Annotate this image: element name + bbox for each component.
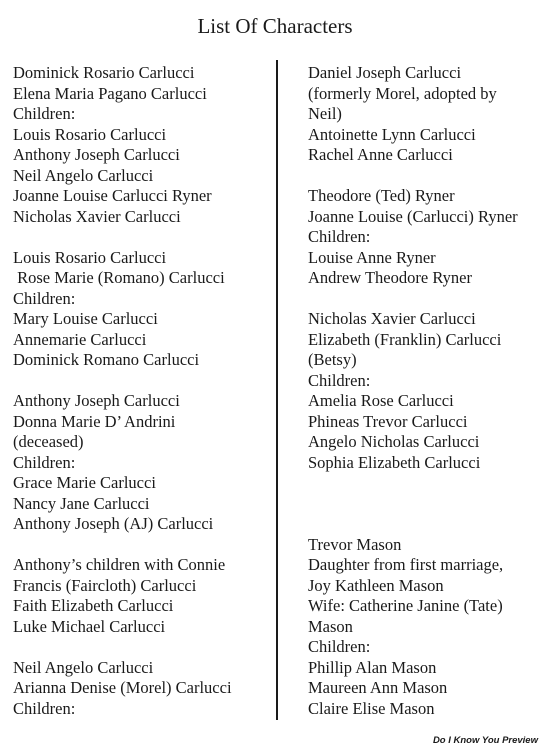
character-line: Louis Rosario Carlucci <box>13 124 167 144</box>
family-block <box>308 309 544 473</box>
character-note: (Betsy) <box>308 350 357 369</box>
character-line: Donna Marie D’ Andrini <box>13 411 176 431</box>
children-heading: Children: <box>308 227 371 246</box>
character-line: Antoinette Lynn Carlucci <box>308 124 476 144</box>
character-line: Maureen Ann Mason <box>308 678 448 697</box>
character-line: Anthony Joseph Carlucci <box>13 145 180 164</box>
character-note: Neil) <box>308 104 342 123</box>
character-note: Daughter from first marriage, <box>308 555 504 574</box>
children-heading: Children: <box>13 452 76 472</box>
character-line: Nancy Jane Carlucci <box>13 493 150 513</box>
children-heading: Children: <box>308 370 371 390</box>
children-heading: Children: <box>13 288 76 308</box>
character-line: Arianna Denise (Morel) Carlucci <box>13 678 232 697</box>
character-line: Theodore (Ted) Ryner <box>308 186 455 205</box>
character-note: (formerly Morel, adopted by <box>308 83 497 103</box>
character-line: Wife: Catherine Janine (Tate) <box>308 596 503 615</box>
character-line: Anthony’s children with Connie <box>13 555 226 574</box>
family-block <box>308 63 544 166</box>
character-line: Nicholas Xavier Carlucci <box>308 309 476 328</box>
character-line: Amelia Rose Carlucci <box>308 391 454 410</box>
character-line: Daniel Joseph Carlucci <box>308 63 462 82</box>
watermark: Do I Know You Preview <box>432 735 538 746</box>
children-heading: Children: <box>13 104 76 123</box>
character-line: Joy Kathleen Mason <box>308 575 444 595</box>
character-line: Neil Angelo Carlucci <box>13 165 154 185</box>
character-line: Dominick Romano Carlucci <box>13 350 200 369</box>
character-line: Joanne Louise Carlucci Ryner <box>13 186 212 205</box>
character-note: (deceased) <box>13 432 84 451</box>
character-line: Faith Elizabeth Carlucci <box>13 596 174 615</box>
column-divider <box>276 60 278 720</box>
character-line: Nicholas Xavier Carlucci <box>13 206 181 226</box>
character-line: Trevor Mason <box>308 534 402 554</box>
family-block <box>13 555 271 637</box>
character-line: Francis (Faircloth) Carlucci <box>13 575 197 595</box>
family-block <box>308 535 544 720</box>
family-block <box>13 248 271 371</box>
right-column <box>308 63 544 740</box>
character-line: Claire Elise Mason <box>308 698 435 718</box>
character-line: Angelo Nicholas Carlucci <box>308 432 480 451</box>
column-spacer <box>308 494 544 535</box>
character-line: Dominick Rosario Carlucci <box>13 63 195 82</box>
family-block <box>13 658 271 720</box>
page-title: List Of Characters <box>197 14 353 38</box>
character-line: Andrew Theodore Ryner <box>308 268 472 287</box>
left-column <box>13 63 271 740</box>
character-line: Anthony Joseph (AJ) Carlucci <box>13 514 214 533</box>
character-line: Rachel Anne Carlucci <box>308 145 453 164</box>
character-line: Mason <box>308 616 353 636</box>
character-line: Louise Anne Ryner <box>308 247 436 267</box>
character-line: Joanne Louise (Carlucci) Ryner <box>308 206 518 226</box>
character-line: Elizabeth (Franklin) Carlucci <box>308 329 502 349</box>
character-line: Grace Marie Carlucci <box>13 473 156 492</box>
character-line: Phillip Alan Mason <box>308 657 437 677</box>
family-block <box>308 186 544 289</box>
family-block <box>13 391 271 535</box>
character-line: Mary Louise Carlucci <box>13 309 158 328</box>
character-line: Rose Marie (Romano) Carlucci <box>13 268 225 287</box>
children-heading: Children: <box>308 637 371 656</box>
character-line: Sophia Elizabeth Carlucci <box>308 452 481 472</box>
character-line: Luke Michael Carlucci <box>13 616 166 636</box>
character-line: Anthony Joseph Carlucci <box>13 391 180 410</box>
family-block <box>13 63 271 227</box>
character-line: Annemarie Carlucci <box>13 329 147 349</box>
character-line: Louis Rosario Carlucci <box>13 247 167 267</box>
children-heading: Children: <box>13 698 76 718</box>
character-line: Neil Angelo Carlucci <box>13 657 154 677</box>
character-line: Elena Maria Pagano Carlucci <box>13 83 207 103</box>
character-line: Phineas Trevor Carlucci <box>308 411 468 431</box>
